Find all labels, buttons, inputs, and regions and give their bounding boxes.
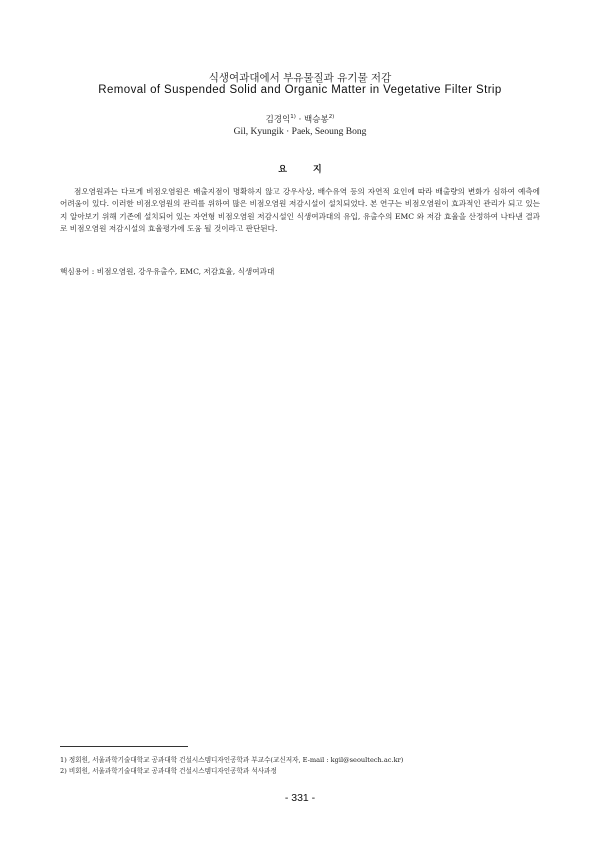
paper-title-english: Removal of Suspended Solid and Organic Matter in Vegetative Filter Strip	[98, 84, 502, 96]
footnote-2: 2) 비회원, 서울과학기술대학교 공과대학 건설시스템디자인공학과 석사과정	[60, 767, 277, 775]
footnotes	[60, 755, 540, 777]
footnote-divider	[60, 746, 188, 747]
keywords-list: 비점오염원, 강우유출수, EMC, 저감효율, 식생여과대	[96, 267, 275, 276]
page-number: - 331 -	[284, 792, 316, 804]
authors-english: Gil, Kyungik · Paek, Seoung Bong	[233, 127, 367, 137]
footnote-1: 1) 정회원, 서울과학기술대학교 공과대학 건설시스템디자인공학과 부교수(교신저자, E-mail : kgil@seoultech.ac.kr)	[60, 756, 404, 764]
abstract-text: 점오염원과는 다르게 비점오염원은 배출지점이 명확하지 않고 강우사상, 배수유역 등의 자연적 요인에 따라 배출량의 변화가 심하여 예측에 어려움이 있다. 이러한 비점오염원의 관리를 위하여 많은 비점오염원 저감시설이 설치되었다. 본 연구는 비점오염원이 효과적인 관리가 되고 있는지 알아보기 위해 기존에 설치되어 있는 자연형 비점오염원 저감시설인 식생여과대의 유입, 유출수의 EMC 와 저감 효율을 산정하여 나타낸 결과로 비점오염원 저감시설의 효율평가에 도움 될 것이라고 판단된다.	[60, 187, 540, 234]
keywords-label: 핵심용어 :	[60, 267, 97, 276]
author-2-footnote-mark: 2)	[328, 114, 335, 120]
author-2-name: 백승봉	[304, 115, 329, 125]
abstract-heading: 요지	[278, 165, 348, 175]
author-1-footnote-mark: 1)	[290, 114, 296, 120]
author-1-name: 김경익	[265, 115, 291, 125]
paper-title-korean: 식생여과대에서 부유물질과 유기물 저감	[208, 72, 392, 84]
authors-korean	[0, 113, 600, 125]
author-separator: ·	[295, 115, 305, 125]
keywords-line	[60, 266, 540, 278]
